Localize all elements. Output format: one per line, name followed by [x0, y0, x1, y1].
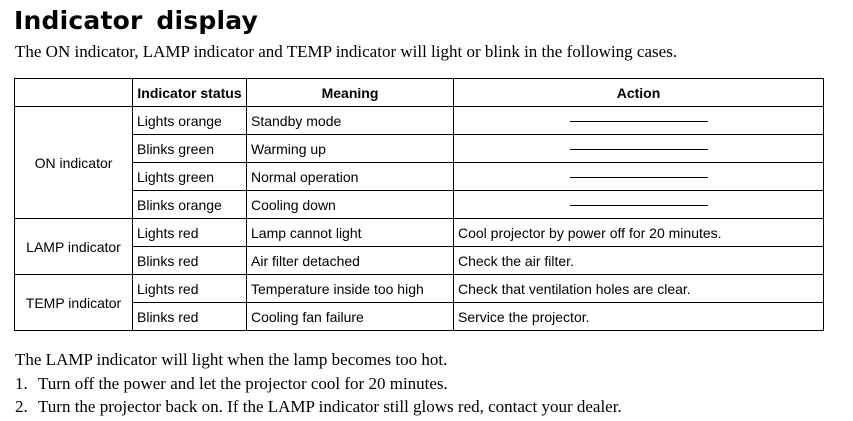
step-number: 2. [15, 397, 28, 416]
action-cell-empty [454, 135, 824, 163]
notes-step [15, 372, 622, 396]
indicator-table [14, 78, 824, 331]
table-row [15, 163, 824, 191]
notes-lead: The LAMP indicator will light when the lamp becomes too hot. [15, 350, 448, 369]
notes-step [15, 395, 622, 419]
indicator-group-lamp: LAMP indicator [15, 219, 133, 275]
action-cell-empty [454, 107, 824, 135]
step-text: Turn the projector back on. If the LAMP indicator still glows red, contact your dealer. [38, 397, 622, 416]
page-title: Indicator display [14, 6, 259, 35]
table-row [15, 191, 824, 219]
meaning-cell: Standby mode [247, 107, 454, 135]
indicator-group-on: ON indicator [15, 107, 133, 219]
dash-line [570, 149, 708, 150]
meaning-cell: Warming up [247, 135, 454, 163]
column-header-status: Indicator status [133, 79, 247, 107]
dash-line [570, 177, 708, 178]
action-cell: Check that ventilation holes are clear. [454, 275, 824, 303]
meaning-cell: Cooling fan failure [247, 303, 454, 331]
action-cell-empty [454, 163, 824, 191]
step-text: Turn off the power and let the projector cool for 20 minutes. [38, 373, 448, 393]
notes-section [15, 348, 622, 419]
meaning-cell: Temperature inside too high [247, 275, 454, 303]
meaning-cell: Lamp cannot light [247, 219, 454, 247]
indicator-group-temp: TEMP indicator [15, 275, 133, 331]
status-cell: Lights orange [133, 107, 247, 135]
action-cell: Service the projector. [454, 303, 824, 331]
table-row [15, 275, 824, 303]
column-header-indicator [15, 79, 133, 107]
meaning-cell: Air filter detached [247, 247, 454, 275]
table-row [15, 135, 824, 163]
action-cell: Cool projector by power off for 20 minutes. [454, 219, 824, 247]
action-cell: Check the air filter. [454, 247, 824, 275]
dash-line [570, 121, 708, 122]
column-header-action: Action [454, 79, 824, 107]
dash-line [570, 205, 708, 206]
intro-text: The ON indicator, LAMP indicator and TEMP indicator will light or blink in the following cases. [15, 42, 678, 61]
meaning-cell: Normal operation [247, 163, 454, 191]
status-cell: Lights red [133, 219, 247, 247]
status-cell: Blinks orange [133, 191, 247, 219]
status-cell: Blinks red [133, 247, 247, 275]
status-cell: Lights green [133, 163, 247, 191]
table-row [15, 247, 824, 275]
table-row [15, 303, 824, 331]
status-cell: Lights red [133, 275, 247, 303]
column-header-meaning: Meaning [247, 79, 454, 107]
step-number: 1. [15, 373, 28, 393]
table-row [15, 219, 824, 247]
status-cell: Blinks red [133, 303, 247, 331]
table-row [15, 107, 824, 135]
table-header-row [15, 79, 824, 107]
action-cell-empty [454, 191, 824, 219]
status-cell: Blinks green [133, 135, 247, 163]
meaning-cell: Cooling down [247, 191, 454, 219]
